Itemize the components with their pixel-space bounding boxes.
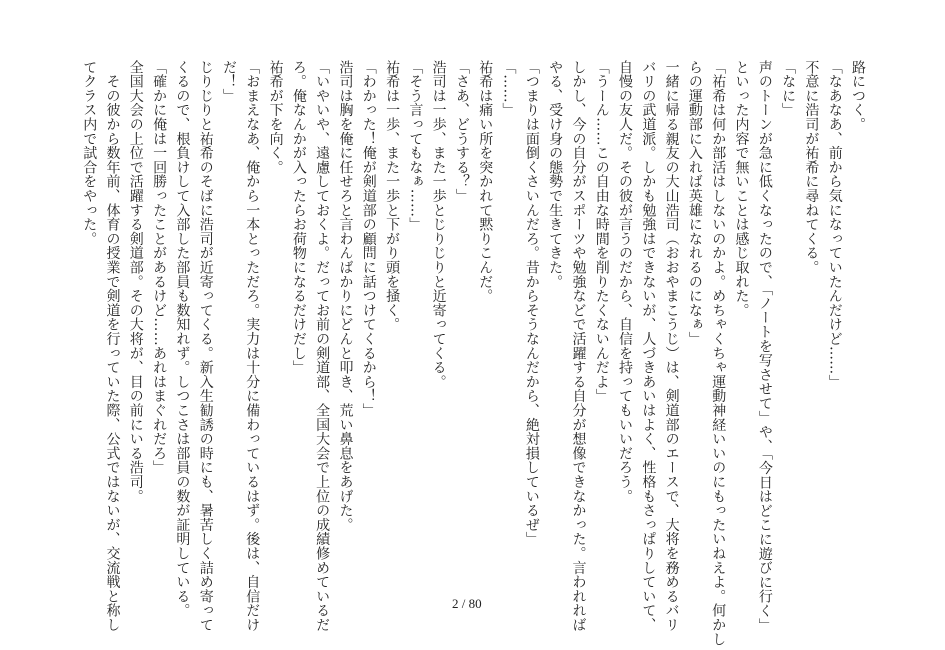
text-line: 「さあ、どうする？」 — [453, 60, 470, 203]
text-line: バリの武道派。しかも勉強はできないが、人づきあいはよく、性格もさっぱりしていて、 — [640, 60, 657, 632]
text-line: 「なに」 — [780, 60, 797, 118]
text-line: 「なあなあ、前から気になっていたんだけど……」 — [826, 60, 843, 389]
text-line: 自慢の友人だ。その彼が言うのだから、自信を持ってもいいだろう。 — [617, 60, 634, 504]
text-line: 「そう言ってもなぁ……」 — [407, 60, 424, 232]
text-line: くるので、根負けして入部した部員も数知れず。しつこさは部員の数が証明している。 — [174, 60, 191, 618]
text-line: 声のトーンが急に低くなったので、「ノートを写させて」や、「今日はどこに遊びに行く」 — [756, 60, 773, 633]
text-line: 路につく。 — [850, 60, 866, 132]
text-line: 浩司は胸を俺に任せろと言わんばかりにどんと叩き、荒い鼻息をあげた。 — [337, 60, 354, 532]
text-line: 祐希が下を向く。 — [267, 60, 284, 175]
text-line: しかし、今の自分がスポーツや勉強などで活躍する自分が想像できなかった。言われれば — [570, 60, 587, 632]
text-line: じりじりと祐希のそばに浩司が近寄ってくる。新入生勧誘の時にも、暑苦しく詰め寄って — [197, 60, 214, 632]
text-line: だ！」 — [220, 60, 237, 103]
text-line: 祐希は痛い所を突かれて黙りこんだ。 — [477, 60, 494, 304]
text-line: 一緒に帰る親友の大山浩司（おおやまこうじ）は、剣道部のエースで、大将を務めるバリ — [663, 60, 680, 632]
text-line: 全国大会の上位で活躍する剣道部。その大将が、目の前にいる浩司。 — [127, 60, 144, 504]
text-line: 「祐希は何か部活はしないのかよ。めちゃくちゃ運動神経いいのにもったいねえよ。何かし — [710, 60, 727, 647]
text-line: らの運動部に入れば英雄になれるのになぁ」 — [686, 60, 703, 346]
text-line: 「うーん……この自由な時間を削りたくないんだよ」 — [593, 60, 610, 404]
text-line: てクラス内で試合をやった。 — [81, 60, 98, 246]
text-line: 「おまえなあ、俺から一本とっただろ。実力は十分に備わっているはず。後は、自信だけ — [244, 60, 261, 632]
text-line: その彼から数年前、体育の授業で剣道を行っていた際、公式ではないが、交流戦と称し — [104, 60, 121, 632]
text-line: 「わかった！俺が剣道部の顧問に話つけてくるから！」 — [360, 60, 377, 418]
text-line: 浩司は一歩、また一歩とじりじりと近寄ってくる。 — [430, 60, 447, 389]
text-line: といった内容で無いことは感じ取れた。 — [733, 60, 750, 318]
text-line: 「つまりは面倒くさいんだろ。昔からそうなんだから、絶対損しているぜ」 — [523, 60, 540, 547]
text-line: 祐希は一歩、また一歩と下がり頭を掻く。 — [384, 60, 401, 332]
text-line: 「確かに俺は一回勝ったことがあるけど……あれはまぐれだろ」 — [151, 60, 168, 475]
text-line: ろ。俺なんかが入ったらお荷物になるだけだし」 — [290, 60, 307, 375]
text-line: 不意に浩司が祐希に尋ねてくる。 — [803, 60, 820, 275]
text-line: 「いやいや、遠慮しておくよ。だってお前の剣道部、全国大会で上位の成績修めているだ — [314, 60, 331, 632]
text-line: 「……」 — [500, 60, 517, 118]
text-line: やる、受け身の態勢で生きてきた。 — [547, 60, 564, 289]
page-number: 2 / 80 — [452, 596, 482, 611]
